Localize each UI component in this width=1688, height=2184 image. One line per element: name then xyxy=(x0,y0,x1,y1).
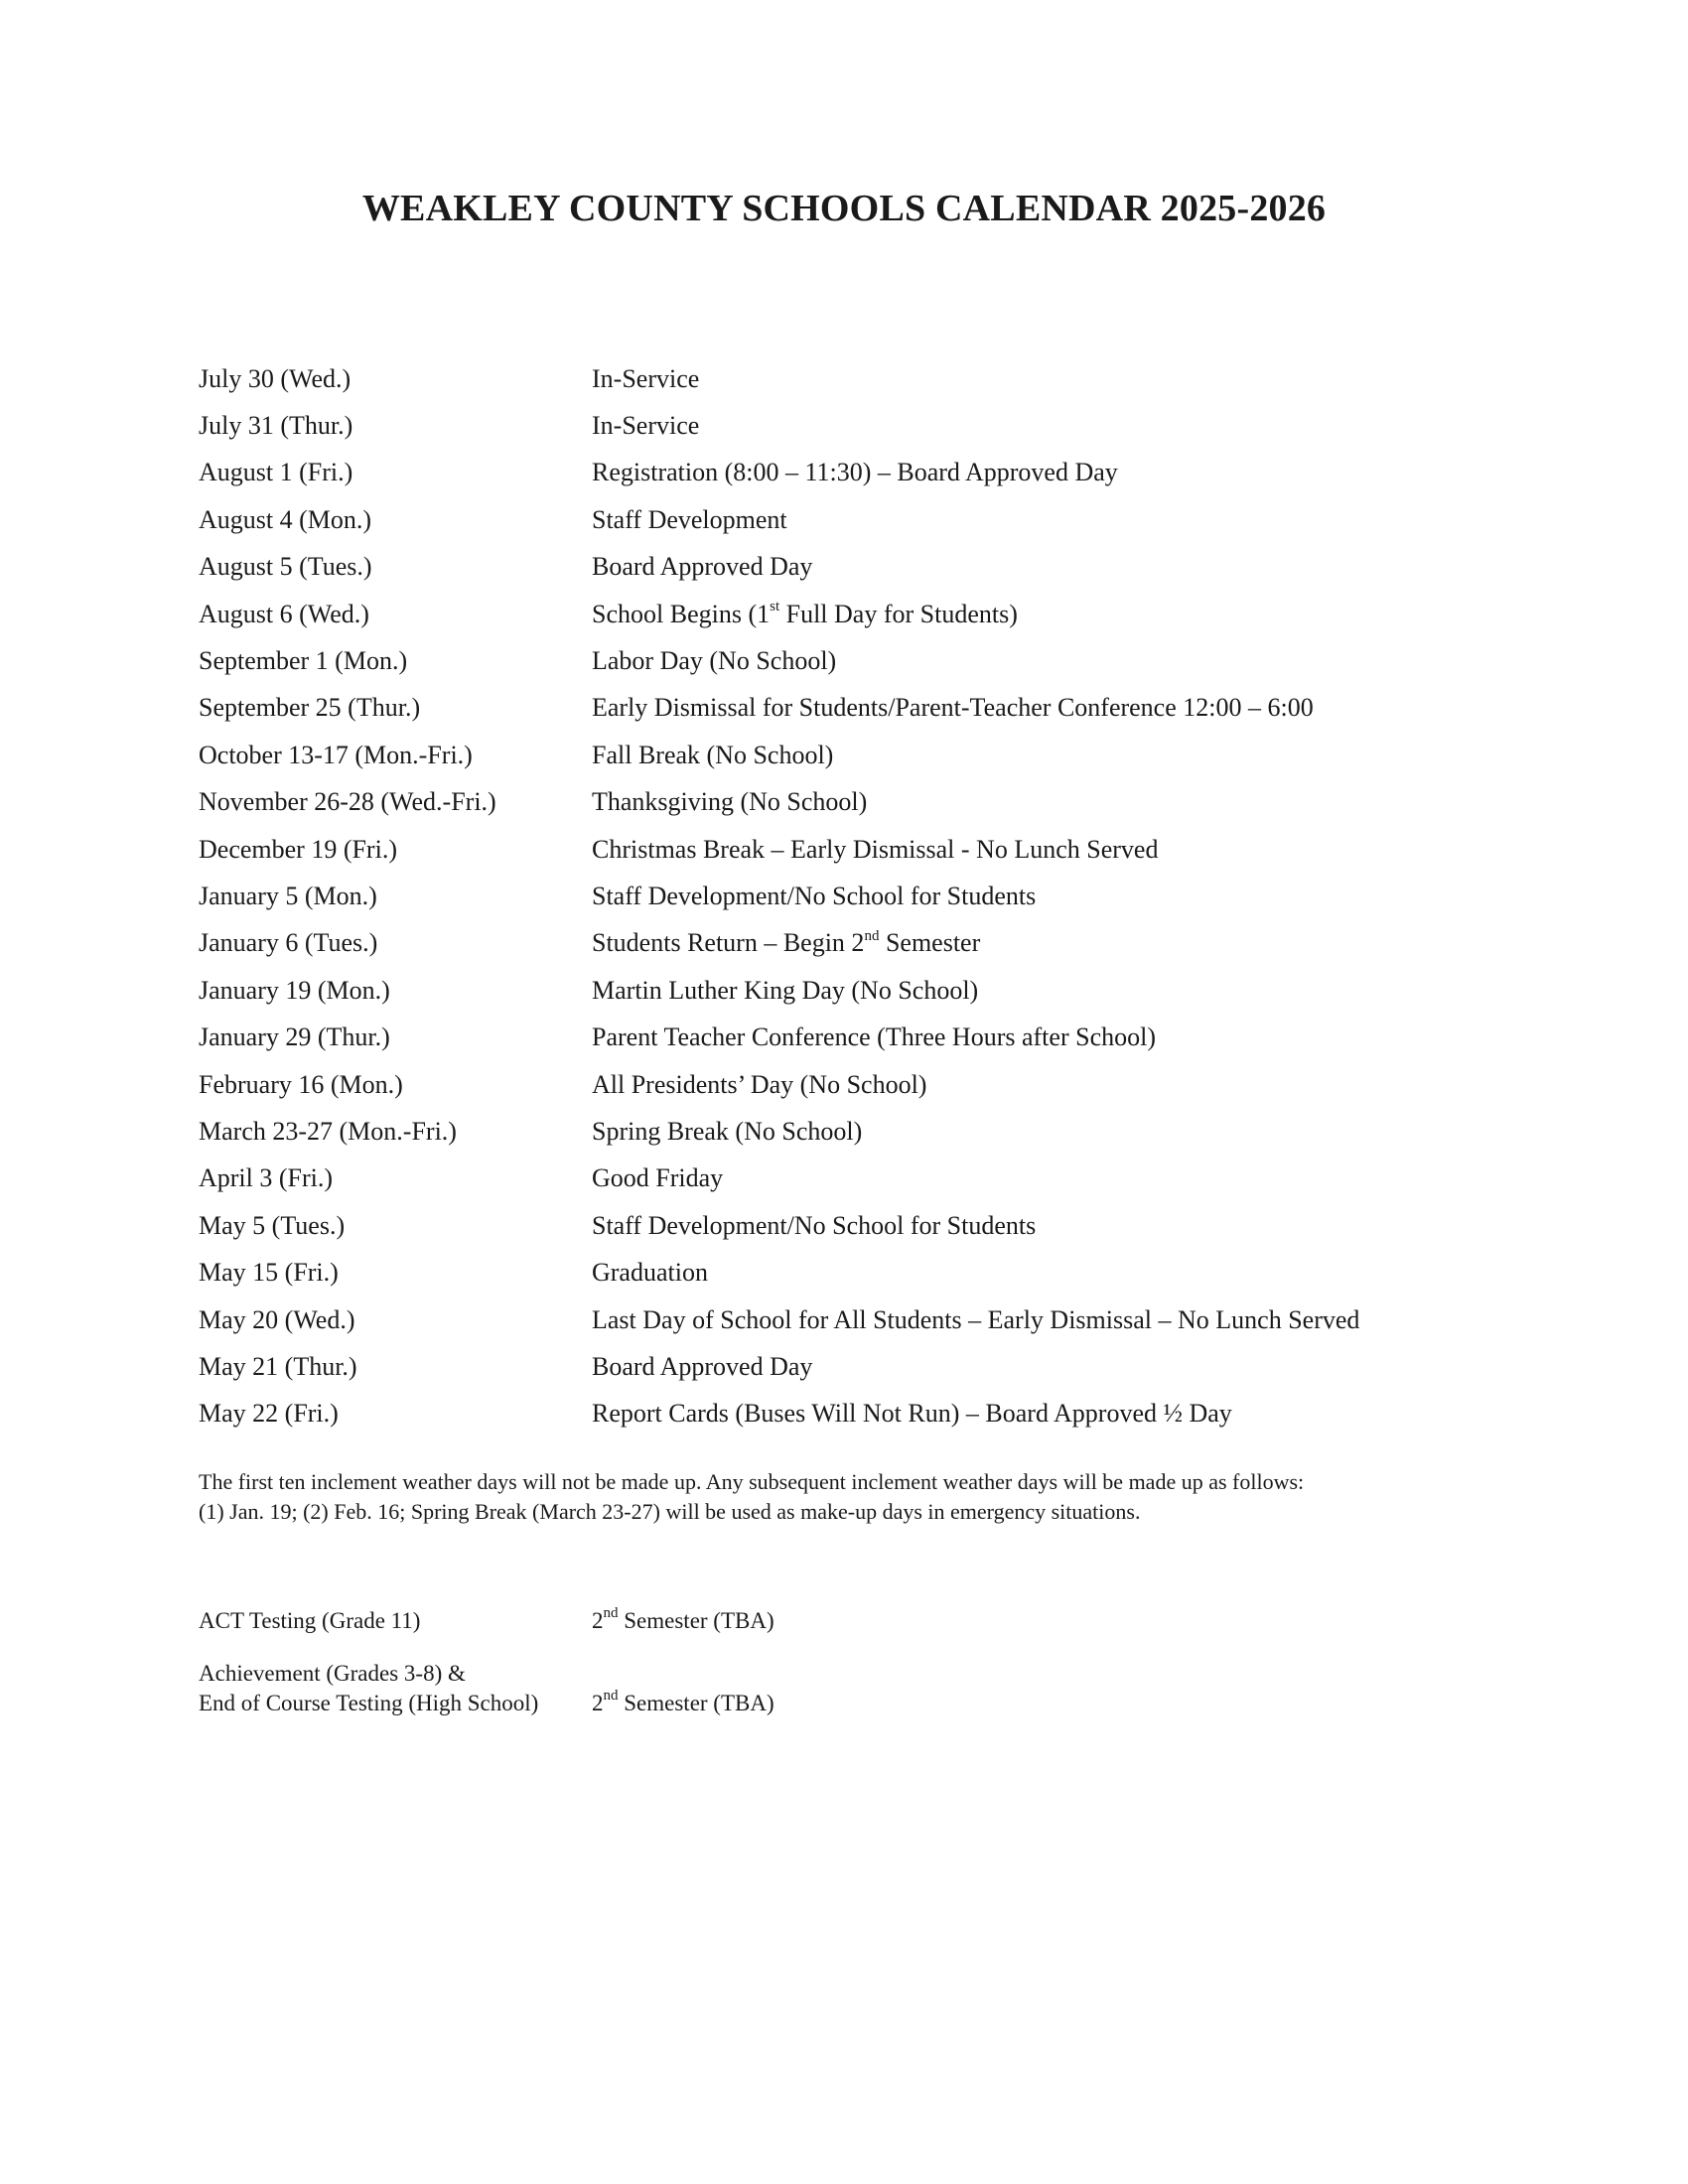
event-date: March 23-27 (Mon.-Fri.) xyxy=(199,1116,457,1146)
event-date: April 3 (Fri.) xyxy=(199,1163,334,1193)
testing-row-act xyxy=(199,1606,1509,1636)
event-description-text: Full Day for Students) xyxy=(779,599,1018,628)
event-date: May 5 (Tues.) xyxy=(199,1210,346,1240)
event-date: February 16 (Mon.) xyxy=(199,1069,403,1099)
event-date: January 6 (Tues.) xyxy=(199,928,378,958)
event-date: July 31 (Thur.) xyxy=(199,411,353,441)
event-row xyxy=(199,826,1509,873)
event-date: May 20 (Wed.) xyxy=(199,1304,355,1334)
event-row xyxy=(199,873,1509,919)
event-row xyxy=(199,496,1509,543)
testing-schedule xyxy=(592,1689,1509,1718)
note-line: The first ten inclement weather days will not be made up. Any subsequent inclement weather days will be made up as follows: xyxy=(199,1469,1305,1494)
event-row xyxy=(199,402,1509,449)
testing-schedule-number: 2 xyxy=(592,1608,604,1633)
testing-name: ACT Testing (Grade 11) xyxy=(199,1608,421,1633)
testing-name xyxy=(199,1659,592,1718)
event-date: May 15 (Fri.) xyxy=(199,1258,339,1288)
ordinal-suffix: nd xyxy=(603,1605,619,1622)
event-row xyxy=(199,732,1509,778)
event-description xyxy=(592,928,1509,958)
event-row xyxy=(199,355,1509,402)
inclement-weather-note xyxy=(199,1467,1509,1527)
event-date: August 6 (Wed.) xyxy=(199,599,369,628)
event-date: January 29 (Thur.) xyxy=(199,1023,390,1052)
event-date: December 19 (Fri.) xyxy=(199,834,397,864)
event-date: October 13-17 (Mon.-Fri.) xyxy=(199,740,473,769)
event-row xyxy=(199,685,1509,732)
testing-name-line: Achievement (Grades 3-8) & xyxy=(199,1661,466,1686)
event-description-text: Students Return – Begin 2 xyxy=(592,928,865,958)
event-description: Parent Teacher Conference (Three Hours after School) xyxy=(592,1023,1156,1052)
event-description: In-Service xyxy=(592,411,700,441)
testing-schedule xyxy=(592,1606,1509,1636)
event-description: Good Friday xyxy=(592,1163,724,1193)
event-description: All Presidents’ Day (No School) xyxy=(592,1069,927,1099)
event-date: May 22 (Fri.) xyxy=(199,1399,339,1429)
testing-row-achievement xyxy=(199,1659,1509,1718)
event-row xyxy=(199,450,1509,496)
testing-schedule-text: Semester (TBA) xyxy=(618,1608,774,1633)
event-row xyxy=(199,1156,1509,1202)
event-row xyxy=(199,967,1509,1014)
event-date: September 1 (Mon.) xyxy=(199,646,408,676)
event-row xyxy=(199,1014,1509,1060)
ordinal-suffix: nd xyxy=(864,927,880,944)
event-description: Board Approved Day xyxy=(592,1351,813,1381)
event-description: Board Approved Day xyxy=(592,552,813,582)
event-row xyxy=(199,1297,1509,1343)
event-description: Spring Break (No School) xyxy=(592,1116,863,1146)
testing-section xyxy=(199,1606,1509,1718)
event-row xyxy=(199,920,1509,967)
testing-name-line: End of Course Testing (High School) xyxy=(199,1691,539,1715)
event-description: Fall Break (No School) xyxy=(592,740,834,769)
event-description: Graduation xyxy=(592,1258,708,1288)
ordinal-suffix: nd xyxy=(603,1688,619,1705)
event-row xyxy=(199,1202,1509,1249)
event-row xyxy=(199,637,1509,684)
event-description xyxy=(592,600,1509,629)
event-row xyxy=(199,1061,1509,1108)
event-description: Staff Development/No School for Students xyxy=(592,1210,1037,1240)
event-description: Staff Development xyxy=(592,504,787,534)
event-description: In-Service xyxy=(592,363,700,393)
event-date: August 5 (Tues.) xyxy=(199,552,372,582)
event-row xyxy=(199,1108,1509,1155)
event-date: January 19 (Mon.) xyxy=(199,975,390,1005)
event-description: Martin Luther King Day (No School) xyxy=(592,975,979,1005)
event-description: Thanksgiving (No School) xyxy=(592,787,868,817)
event-date: August 4 (Mon.) xyxy=(199,504,372,534)
testing-schedule-number: 2 xyxy=(592,1691,604,1715)
event-description: Report Cards (Buses Will Not Run) – Board Approved ½ Day xyxy=(592,1399,1232,1429)
event-row xyxy=(199,1391,1509,1437)
event-row xyxy=(199,544,1509,591)
note-line: (1) Jan. 19; (2) Feb. 16; Spring Break (March 23-27) will be used as make-up days in emergency situations. xyxy=(199,1499,1141,1524)
event-row xyxy=(199,1343,1509,1390)
document-title: WEAKLEY COUNTY SCHOOLS CALENDAR 2025-2026 xyxy=(361,188,1327,229)
event-description-text: Semester xyxy=(879,928,981,958)
event-row xyxy=(199,1249,1509,1296)
event-description: Registration (8:00 – 11:30) – Board Approved Day xyxy=(592,458,1118,487)
event-date: July 30 (Wed.) xyxy=(199,363,352,393)
event-row xyxy=(199,591,1509,637)
event-date: May 21 (Thur.) xyxy=(199,1351,357,1381)
event-date: November 26-28 (Wed.-Fri.) xyxy=(199,787,496,817)
event-description: Christmas Break – Early Dismissal - No Lunch Served xyxy=(592,834,1159,864)
event-date: August 1 (Fri.) xyxy=(199,458,353,487)
testing-schedule-text: Semester (TBA) xyxy=(618,1691,774,1715)
event-list xyxy=(199,355,1509,1437)
event-date: September 25 (Thur.) xyxy=(199,693,421,723)
event-description: Last Day of School for All Students – Early Dismissal – No Lunch Served xyxy=(592,1304,1360,1334)
event-date: January 5 (Mon.) xyxy=(199,881,377,910)
ordinal-suffix: st xyxy=(770,598,780,614)
event-description: Labor Day (No School) xyxy=(592,646,837,676)
event-description: Early Dismissal for Students/Parent-Teacher Conference 12:00 – 6:00 xyxy=(592,693,1314,723)
event-row xyxy=(199,779,1509,826)
event-description-text: School Begins (1 xyxy=(592,599,771,628)
event-description: Staff Development/No School for Students xyxy=(592,881,1037,910)
